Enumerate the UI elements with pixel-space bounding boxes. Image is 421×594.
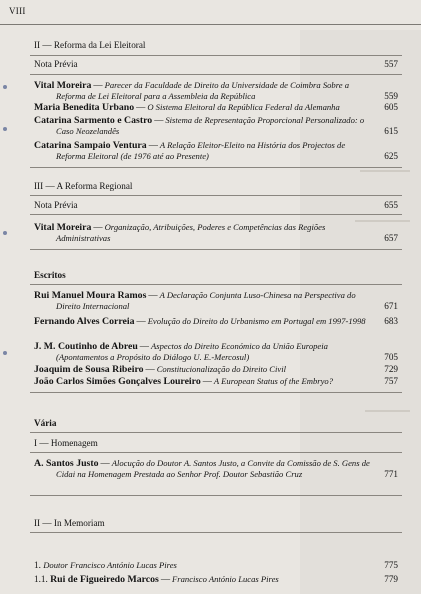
- binding-mark: [3, 231, 7, 235]
- binding-mark: [3, 351, 7, 355]
- entry-number: 1.1.: [34, 574, 48, 584]
- entry-author: J. M. Coutinho de Abreu: [34, 341, 138, 352]
- section-heading-varia: Vária: [34, 418, 57, 428]
- entry-page: 559: [384, 91, 398, 101]
- binding-mark: [3, 85, 7, 89]
- entry-author: A. Santos Justo: [34, 458, 99, 469]
- entry-author: Fernando Alves Correia: [34, 316, 135, 327]
- entry-page: 671: [384, 301, 398, 311]
- entry-author: Vital Moreira: [34, 80, 92, 91]
- section-rule: [30, 495, 402, 496]
- facing-page-ghost-line: [360, 170, 410, 172]
- entry-title: O Sistema Eleitoral da República Federal da Alemanha: [147, 102, 340, 112]
- toc-entry-fernando-correia[interactable]: Fernando Alves Correia — Evolução do Direito do Urbanismo em Portugal em 1997-1998 683: [34, 316, 398, 327]
- entry-page: 625: [384, 151, 398, 161]
- entry-author: João Carlos Simões Gonçalves Loureiro: [34, 376, 201, 387]
- entry-rule: [30, 74, 402, 75]
- entry-rule: [30, 214, 402, 215]
- entry-title: Alocução do Doutor A. Santos Justo, a Convite da Comissão de S. Gens de Cidai na Homenagem Prestada ao Senhor Prof. Doutor Sebastião Cruz: [56, 458, 370, 479]
- section-rule: [30, 432, 402, 433]
- toc-entry-joaquim-ribeiro[interactable]: Joaquim de Sousa Ribeiro — Constitucionalização do Direito Civil 729: [34, 364, 398, 375]
- entry-page: 771: [384, 469, 398, 479]
- facing-page-ghost-line: [365, 410, 410, 412]
- section-rule: [30, 284, 402, 285]
- section-rule: [30, 195, 402, 196]
- entry-title: Evolução do Direito do Urbanismo em Portugal em 1997-1998: [147, 316, 366, 326]
- entry-author: Catarina Sampaio Ventura: [34, 140, 147, 151]
- page-folio: VIII: [9, 6, 26, 16]
- toc-entry-rui-moura[interactable]: Rui Manuel Moura Ramos — A Declaração Conjunta Luso-Chinesa na Perspectiva do Direito Internacional 671: [34, 290, 398, 311]
- section-rule: [30, 249, 402, 250]
- toc-entry-joao-loureiro[interactable]: João Carlos Simões Gonçalves Loureiro — A European Status of the Embryo? 757: [34, 376, 398, 387]
- entry-title: Aspectos do Direito Económico da União Europeia (Apontamentos a Propósito do Diálogo U. E.-Mercosul): [56, 341, 328, 362]
- binding-mark: [3, 127, 7, 131]
- section-rule: [30, 167, 402, 168]
- toc-entry-im-1-1[interactable]: 1.1. Rui de Figueiredo Marcos — Francisco António Lucas Pires 779: [34, 574, 398, 585]
- entry-page: 775: [384, 560, 398, 570]
- section-heading-homenagem: I — Homenagem: [34, 438, 98, 448]
- entry-title: Nota Prévia: [34, 59, 78, 69]
- toc-entry-nota-previa-2[interactable]: [34, 200, 398, 211]
- section-heading-reforma-lei: II — Reforma da Lei Eleitoral: [34, 40, 146, 50]
- section-rule: [30, 55, 402, 56]
- entry-title: Organização, Atribuições, Poderes e Competências das Regiões Administrativas: [56, 222, 326, 243]
- toc-entry-santos-justo[interactable]: A. Santos Justo — Alocução do Doutor A. Santos Justo, a Convite da Comissão de S. Gens de Cidai na Homenagem Prestada ao Senhor Prof. Doutor Sebastião Cruz 771: [34, 458, 398, 479]
- toc-entry-catarina-sarmento[interactable]: Catarina Sarmento e Castro — Sistema de Representação Proporcional Personalizado: o Caso Neozelandês 615: [34, 115, 398, 136]
- entry-title: Nota Prévia: [34, 200, 78, 210]
- entry-page: 779: [384, 574, 398, 584]
- entry-page: 729: [384, 364, 398, 374]
- section-rule: [30, 392, 402, 393]
- toc-entry-maria-benedita[interactable]: Maria Benedita Urbano — O Sistema Eleitoral da República Federal da Alemanha 605: [34, 102, 398, 113]
- entry-author: Joaquim de Sousa Ribeiro: [34, 364, 144, 375]
- entry-page: 657: [384, 233, 398, 243]
- entry-number: 1.: [34, 560, 41, 570]
- entry-title: Francisco António Lucas Pires: [172, 574, 279, 584]
- entry-title: A Declaração Conjunta Luso-Chinesa na Perspectiva do Direito Internacional: [56, 290, 356, 311]
- entry-title: A Relação Eleitor-Eleito na História dos Projectos de Reforma Eleitoral (de 1976 até ao Presente): [56, 140, 346, 161]
- header-rule: [0, 24, 421, 25]
- entry-page: 705: [384, 352, 398, 362]
- section-rule: [30, 452, 402, 453]
- entry-author: Rui de Figueiredo Marcos: [50, 574, 159, 585]
- entry-page: 605: [384, 102, 398, 112]
- toc-entry-vital-moreira-2[interactable]: Vital Moreira — Organização, Atribuições, Poderes e Competências das Regiões Administrativas 657: [34, 222, 398, 243]
- entry-author: Catarina Sarmento e Castro: [34, 115, 153, 126]
- toc-entry-coutinho-abreu[interactable]: J. M. Coutinho de Abreu — Aspectos do Direito Económico da União Europeia (Apontamentos a Propósito do Diálogo U. E.-Mercosul) 705: [34, 341, 398, 362]
- entry-author: Vital Moreira: [34, 222, 92, 233]
- section-heading-escritos: Escritos: [34, 270, 66, 280]
- toc-entry-nota-previa-1[interactable]: [34, 59, 398, 70]
- entry-title: Sistema de Representação Proporcional Personalizado: o Caso Neozelandês: [56, 115, 365, 136]
- entry-title: Parecer da Faculdade de Direito da Universidade de Coimbra Sobre a Reforma de Lei Eleitoral para a Assembleia da República: [56, 80, 349, 101]
- section-heading-reforma-regional: III — A Reforma Regional: [34, 181, 133, 191]
- entry-page: 615: [384, 126, 398, 136]
- entry-author: Maria Benedita Urbano: [34, 102, 135, 113]
- entry-title: Doutor Francisco António Lucas Pires: [43, 560, 177, 570]
- entry-page: 557: [384, 59, 398, 69]
- toc-entry-im-1[interactable]: [34, 560, 398, 571]
- entry-title: Constitucionalização do Direito Civil: [156, 364, 287, 374]
- entry-author: Rui Manuel Moura Ramos: [34, 290, 147, 301]
- entry-page: 655: [384, 200, 398, 210]
- entry-page: 683: [384, 316, 398, 326]
- toc-entry-vital-moreira-1[interactable]: Vital Moreira — Parecer da Faculdade de Direito da Universidade de Coimbra Sobre a Reforma de Lei Eleitoral para a Assembleia da República 559: [34, 80, 398, 101]
- section-rule: [30, 532, 402, 533]
- entry-title: A European Status of the Embryo?: [213, 376, 334, 386]
- toc-entry-catarina-sampaio[interactable]: Catarina Sampaio Ventura — A Relação Eleitor-Eleito na História dos Projectos de Reforma Eleitoral (de 1976 até ao Presente) 625: [34, 140, 398, 161]
- section-heading-in-memoriam: II — In Memoriam: [34, 518, 105, 528]
- entry-page: 757: [384, 376, 398, 386]
